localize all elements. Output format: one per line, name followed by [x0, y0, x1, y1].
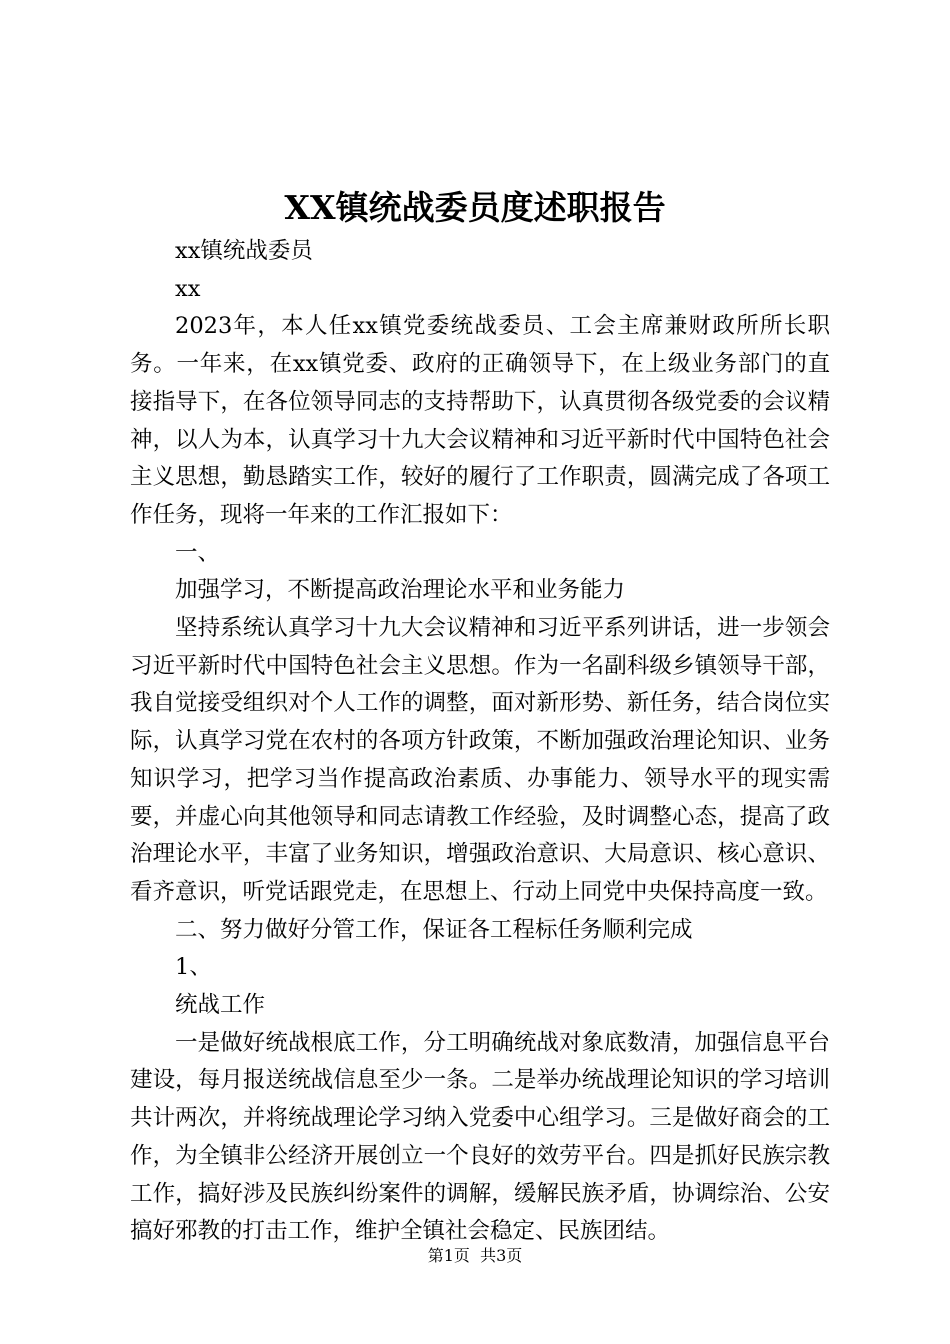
section-heading: 二、努力做好分管工作，保证各工程标任务顺利完成: [175, 916, 693, 943]
study-paragraph: 坚持系统认真学习十九大会议精神和习近平系列讲话，进一步领会习近平新时代中国特色社会主义思想。作为一名副科级乡镇领导干部，我自觉接受组织对个人工作的调整，面对新形势、新任务，结合岗位实际，认真学习党在农村的各项方针政策，不断加强政治理论知识、业务知识学习，把学习当作提高政治素质、办事能力、领导水平的现实需要，并虚心向其他领导和同志请教工作经验，及时调整心态，提高了政治理论水平，丰富了业务知识，增强政治意识、大局意识、核心意识、看齐意识，听党话跟党走，在思想上、行动上同党中央保持高度一致。: [130, 615, 830, 905]
document-title: XX镇统战委员度述职报告: [284, 188, 666, 227]
united-front-paragraph: 一是做好统战根底工作，分工明确统战对象底数清，加强信息平台建设，每月报送统战信息至少一条。二是举办统战理论知识的学习培训共计两次，并将统战理论学习纳入党委中心组学习。三是做好商会的工作，为全镇非公经济开展创立一个良好的效劳平台。四是抓好民族宗教工作，搞好涉及民族纠纷案件的调解，缓解民族矛盾，协调综治、公安搞好邪教的打击工作，维护全镇社会稳定、民族团结。: [130, 1029, 830, 1245]
subsection-number: 1、: [175, 954, 212, 981]
author-name: xx: [175, 275, 201, 302]
section-number: 一、: [175, 539, 221, 566]
intro-paragraph: 2023年，本人任xx镇党委统战委员、工会主席兼财政所所长职务。一年来，在xx镇党委、政府的正确领导下，在上级业务部门的直接指导下，在各位领导同志的支持帮助下，认真贯彻各级党委的会议精神，以人为本，认真学习十九大会议精神和习近平新时代中国特色社会主义思想，勤恳踏实工作，较好的履行了工作职责，圆满完成了各项工作任务，现将一年来的工作汇报如下：: [130, 313, 830, 528]
author-line: xx镇统战委员: [175, 238, 313, 264]
document-body: [130, 233, 830, 1251]
section-heading: 加强学习，不断提高政治理论水平和业务能力: [175, 577, 626, 604]
subsection-heading: 统战工作: [175, 992, 266, 1019]
page-footer: 第1页 共3页: [427, 1246, 523, 1265]
